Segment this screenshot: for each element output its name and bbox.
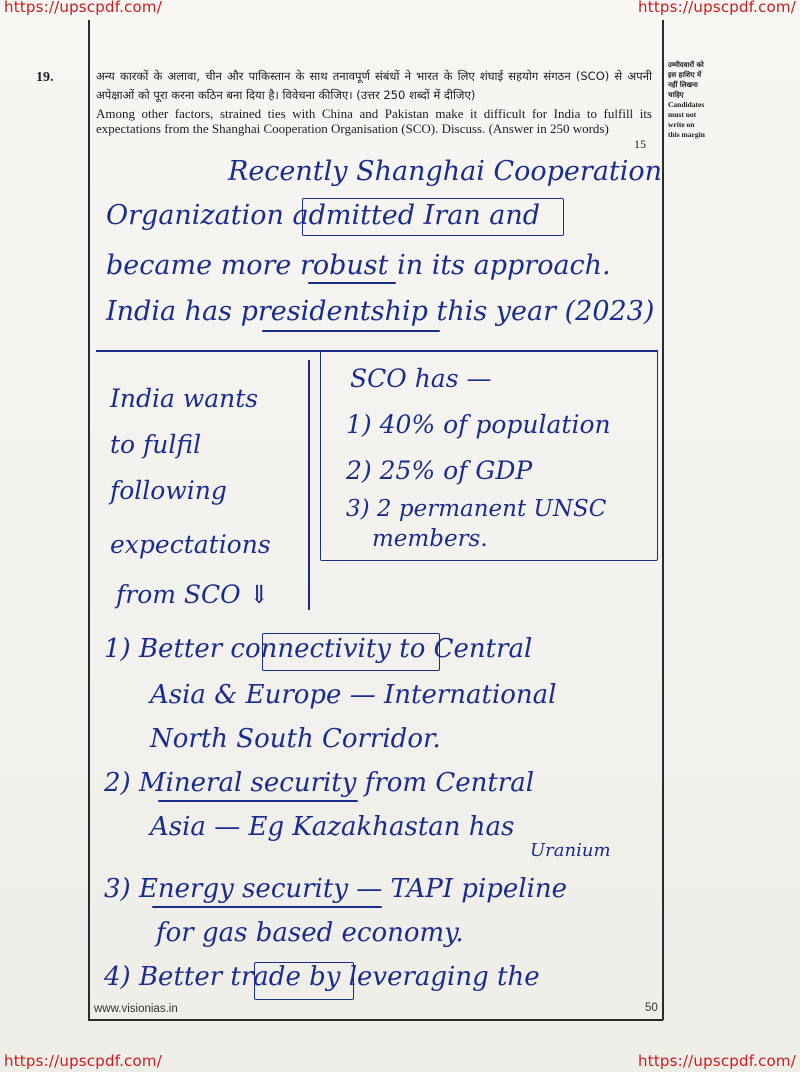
point-3-line-1: 3) Energy security — TAPI pipeline	[104, 874, 568, 904]
underline-robust	[308, 282, 396, 284]
answer-intro-line-4: India has presidentship this year (2023)	[106, 296, 655, 327]
watermark-top-right[interactable]: https://upscpdf.com/	[638, 0, 796, 16]
right-margin-line	[662, 20, 664, 1020]
answer-intro-line-2: Organization admitted Iran and	[106, 200, 541, 231]
margin-note-hindi-4: चाहिए	[668, 91, 684, 99]
page-bottom-line	[88, 1019, 663, 1021]
answer-intro-line-1: Recently Shanghai Cooperation	[228, 156, 663, 187]
underline-presidentship	[262, 330, 440, 332]
sco-has-item-2: 2) 25% of GDP	[346, 456, 533, 485]
margin-note-english-3: write on	[668, 120, 695, 129]
highlight-box-trade	[254, 962, 354, 1000]
left-box-line-2: to fulfil	[110, 430, 202, 459]
point-1-line-1: 1) Better connectivity to Central	[104, 634, 533, 664]
left-margin-line	[88, 20, 90, 1020]
margin-note-english-4: this margin	[668, 130, 705, 139]
question-text-english: Among other factors, strained ties with China and Pakistan make it difficult for India to fulfill its expectations from the Shanghai Cooperation Organisation (SCO). Discuss. (Answer in 250 words)	[96, 106, 652, 136]
watermark-bottom-right[interactable]: https://upscpdf.com/	[638, 1052, 796, 1070]
question-text-hindi: अन्य कारकों के अलावा, चीन और पाकिस्तान के साथ तनावपूर्ण संबंधों ने भारत के लिए शंघाई सहयोग संगठन (SCO) से अपनी अपेक्षाओं को पूरा करना कठिन बना दिया है। विवेचना कीजिए। (उत्तर 250 शब्दों में दीजिए)	[96, 69, 652, 102]
margin-note-hindi-1: उम्मीदवारों को	[668, 61, 704, 69]
margin-note-hindi-2: इस हाशिए में	[668, 71, 702, 79]
margin-note-hindi-3: नहीं लिखना	[668, 81, 698, 89]
sco-has-heading: SCO has —	[350, 364, 492, 393]
watermark-top-left[interactable]: https://upscpdf.com/	[4, 0, 162, 16]
point-4-line-1: 4) Better trade by leveraging the	[104, 962, 540, 992]
margin-note-english-2: must not	[668, 110, 697, 119]
point-1-line-3: North South Corridor.	[150, 724, 441, 754]
column-divider	[308, 360, 310, 610]
point-3-line-2: for gas based economy.	[156, 918, 464, 948]
point-2-line-1: 2) Mineral security from Central	[104, 768, 535, 798]
footer-website[interactable]: www.visionias.in	[94, 1003, 178, 1015]
footer-page-number: 50	[645, 1002, 658, 1014]
margin-note-english-1: Candidates	[668, 100, 705, 109]
left-box-line-1: India wants	[110, 384, 259, 413]
sco-has-item-3: 3) 2 permanent UNSC	[346, 496, 607, 522]
point-2-line-3: Uranium	[530, 840, 611, 861]
underline-mineral-security	[158, 800, 358, 802]
question-number: 19.	[36, 70, 54, 85]
sco-has-item-1: 1) 40% of population	[346, 410, 611, 439]
left-box-line-4: expectations	[110, 530, 271, 559]
question-marks: 15	[634, 137, 646, 151]
sco-has-item-4: members.	[372, 526, 488, 552]
highlight-box-admitted-iran	[302, 198, 564, 236]
left-box-line-3: following	[110, 476, 227, 505]
answer-intro-line-3: became more robust in its approach.	[106, 250, 611, 281]
point-2-line-2: Asia — Eg Kazakhastan has	[150, 812, 515, 842]
watermark-bottom-left[interactable]: https://upscpdf.com/	[4, 1052, 162, 1070]
underline-energy-security	[152, 906, 382, 908]
point-1-line-2: Asia & Europe — International	[150, 680, 557, 710]
left-box-line-5: from SCO ⇓	[116, 580, 270, 609]
highlight-box-connectivity	[262, 633, 440, 671]
margin-instruction	[668, 60, 734, 140]
